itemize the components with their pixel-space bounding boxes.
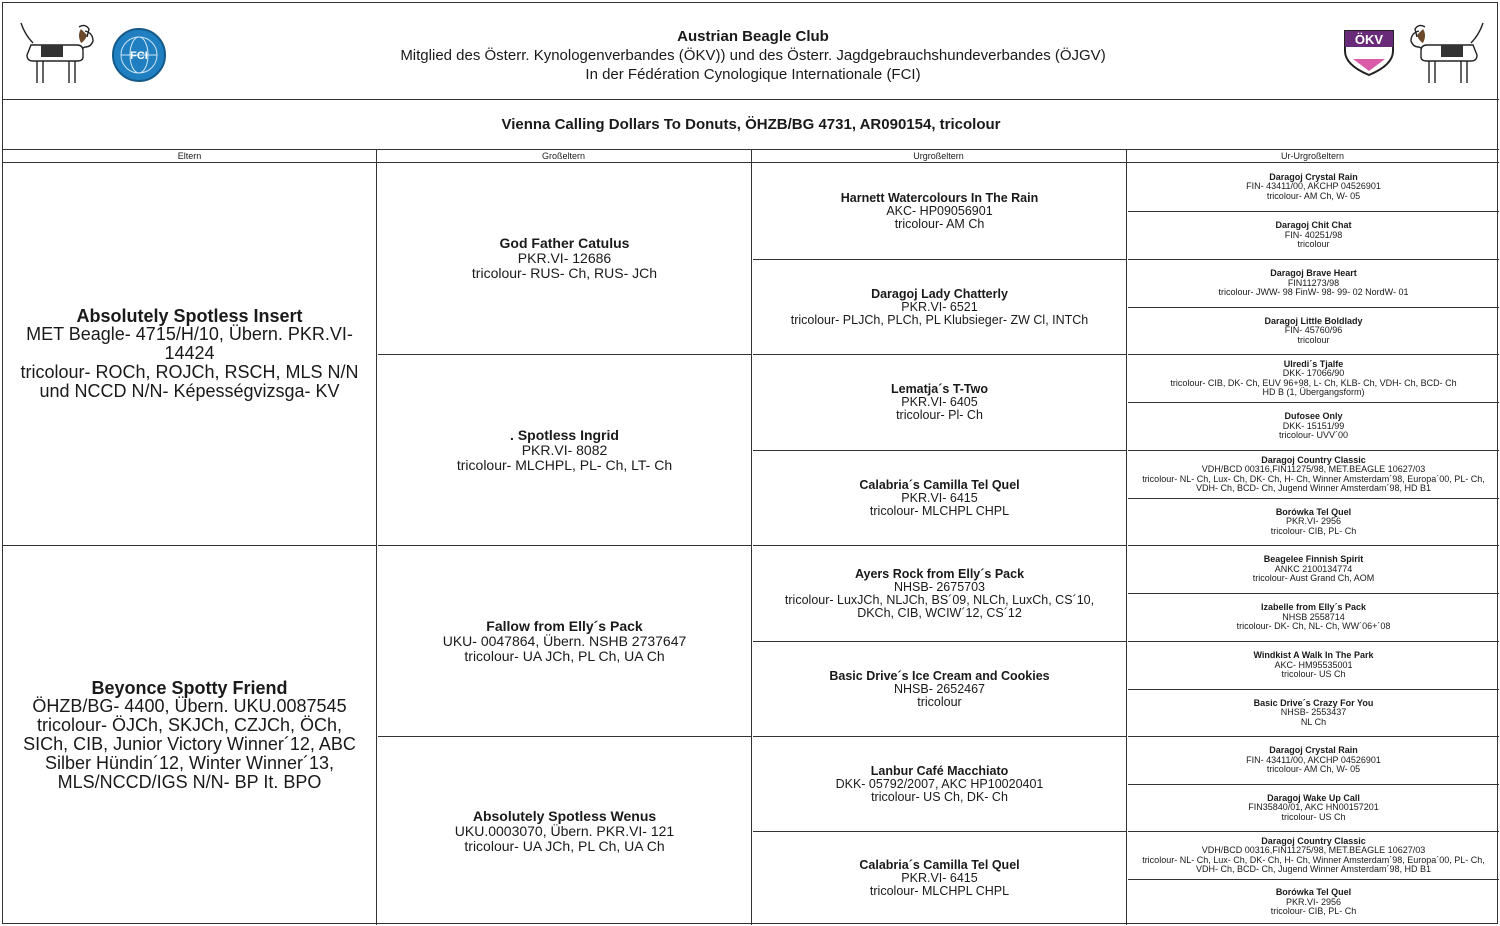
pedigree-dog-name: Daragoj Country Classic — [1261, 454, 1366, 465]
club-fci-line: In der Fédération Cynologique Internationale (FCI) — [585, 66, 921, 83]
pedigree-dog-name: Dufosee Only — [1284, 411, 1343, 422]
pedigree-dog-name: Daragoj Country Classic — [1261, 835, 1366, 846]
pedigree-detail-line: tricolour- CIB, DK- Ch, EUV 96+98, L- Ch, KLB- Ch, VDH- Ch, BCD- Ch — [1170, 377, 1457, 388]
pedigree-dog-name: Borówka Tel Quel — [1275, 506, 1352, 517]
pedigree-dog-name: Lanbur Café Macchiato — [870, 763, 1009, 778]
pedigree-detail-line: tricolour- Aust Grand Ch, AOM — [1252, 573, 1375, 584]
okv-logo — [1343, 29, 1395, 77]
grandparent-1 — [378, 163, 751, 354]
pedigree-dog-name: Calabria´s Camilla Tel Quel — [859, 477, 1020, 492]
pedigree-detail-line: PKR.VI- 12686 — [517, 250, 612, 266]
pedigree-detail-line: tricolour- CIB, PL- Ch — [1270, 525, 1357, 536]
pedigree-document — [2, 2, 1498, 924]
pedigree-detail-line: PKR.VI- 6415 — [901, 871, 978, 885]
great-grandparent-1 — [753, 163, 1126, 259]
column-header-ur-urgrosseltern: Ur-Urgroßeltern — [1126, 149, 1499, 163]
pedigree-detail-line: UKU- 0047864, Übern. NSHB 2737647 — [442, 632, 687, 649]
pedigree-detail-line: FIN35840/01, AKC HN00157201 — [1248, 802, 1379, 813]
column-divider — [376, 149, 377, 925]
pedigree-detail-line: VDH/BCD 00316,FIN11275/98, MET.BEAGLE 10627/03 — [1201, 464, 1426, 474]
pedigree-detail-line: FIN11273/98 — [1287, 277, 1340, 288]
pedigree-detail-line: DKK- 15151/99 — [1282, 420, 1345, 431]
pedigree-detail-line: FIN- 43411/00, AKCHP 04526901 — [1246, 754, 1381, 765]
great-great-grandparent-12 — [1128, 689, 1499, 736]
club-name: Austrian Beagle Club — [677, 28, 829, 45]
pedigree-detail-line: tricolour- ROCh, ROJCh, RSCH, MLS N/N — [20, 362, 359, 382]
pedigree-detail-line: tricolour- AM Ch — [894, 216, 985, 231]
pedigree-detail-line: tricolour- ÖJCh, SKJCh, CZJCh, ÖCh, — [36, 715, 343, 735]
pedigree-detail-line: ANKC 2100134774 — [1274, 563, 1353, 574]
great-great-grandparent-6 — [1128, 402, 1499, 450]
fci-logo — [111, 27, 167, 83]
pedigree-dog-name: Beyonce Spotty Friend — [91, 678, 288, 698]
pedigree-detail-line: VDH- Ch, BCD- Ch, Jugend Winner Amsterdam´98, HD B1 — [1195, 483, 1432, 493]
pedigree-detail-line: PKR.VI- 2956 — [1285, 516, 1342, 527]
pedigree-detail-line: tricolour — [1297, 239, 1330, 250]
column-divider — [751, 149, 752, 925]
pedigree-detail-line: tricolour- MLCHPL CHPL — [869, 503, 1010, 518]
pedigree-detail-line: und NCCD N/N- Képességvizsga- KV — [39, 381, 340, 401]
pedigree-detail-line: tricolour- JWW- 98 FinW- 98- 99- 02 NordW- 01 — [1218, 287, 1409, 298]
great-great-grandparent-5 — [1128, 354, 1499, 402]
pedigree-detail-line: PKR.VI- 6415 — [901, 490, 978, 505]
pedigree-dog-name: Ayers Rock from Elly´s Pack — [854, 566, 1025, 581]
great-great-grandparent-14 — [1128, 784, 1499, 831]
great-great-grandparent-9 — [1128, 545, 1499, 593]
pedigree-detail-line: tricolour- UA JCh, PL Ch, UA Ch — [464, 837, 665, 854]
pedigree-detail-line: NL Ch — [1300, 716, 1327, 727]
pedigree-dog-name: Izabelle from Elly´s Pack — [1260, 602, 1367, 613]
pedigree-dog-name: Basic Drive´s Ice Cream and Cookies — [829, 668, 1050, 683]
pedigree-detail-line: HD B (1, Übergangsform) — [1262, 387, 1365, 397]
pedigree-detail-line: ÖHZB/BG- 4400, Übern. UKU.0087545 — [32, 696, 347, 716]
pedigree-detail-line: DKK- 05792/2007, AKC HP10020401 — [835, 776, 1044, 791]
great-great-grandparent-13 — [1128, 736, 1499, 784]
pedigree-detail-line: tricolour- LuxJCh, NLJCh, BS´09, NLCh, LuxCh, CS´10, — [784, 592, 1095, 607]
pedigree-dog-name: Basic Drive´s Crazy For You — [1253, 697, 1374, 708]
pedigree-dog-name: Daragoj Wake Up Call — [1267, 792, 1360, 803]
pedigree-detail-line: PKR.VI- 6405 — [901, 395, 978, 409]
pedigree-detail-line: NHSB- 2652467 — [893, 681, 986, 696]
pedigree-detail-line: NHSB 2558714 — [1282, 611, 1345, 622]
pedigree-detail-line: SICh, CIB, Junior Victory Winner´12, ABC — [23, 734, 356, 754]
great-grandparent-5 — [753, 545, 1126, 641]
pedigree-detail-line: tricolour- US Ch — [1281, 811, 1346, 822]
grandparent-4 — [378, 736, 751, 925]
great-great-grandparent-8 — [1128, 498, 1499, 545]
pedigree-detail-line: tricolour- DK- Ch, NL- Ch, WW´06+´08 — [1236, 621, 1391, 632]
pedigree-detail-line: tricolour — [1297, 334, 1330, 345]
pedigree-detail-line: tricolour- PLJCh, PLCh, PL Klubsieger- ZW Cl, INTCh — [790, 312, 1089, 327]
pedigree-detail-line: tricolour- AM Ch, W- 05 — [1266, 764, 1361, 775]
okv-logo-text: ÖKV — [1354, 32, 1384, 47]
club-header-text — [333, 27, 1173, 84]
great-great-grandparent-7 — [1128, 450, 1499, 498]
beagle-illustration-right — [1407, 17, 1491, 89]
pedigree-dog-name: Daragoj Lady Chatterly — [871, 286, 1008, 301]
great-grandparent-8 — [753, 831, 1126, 925]
pedigree-dog-name: Windkist A Walk In The Park — [1253, 650, 1374, 661]
parent-sire — [3, 163, 376, 545]
pedigree-detail-line: FIN- 40251/98 — [1284, 229, 1343, 240]
column-divider — [1126, 149, 1127, 925]
pedigree-detail-line: FIN- 43411/00, AKCHP 04526901 — [1246, 181, 1381, 192]
pedigree-dog-name: Absolutely Spotless Insert — [76, 306, 303, 326]
great-great-grandparent-11 — [1128, 641, 1499, 689]
pedigree-detail-line: 14424 — [164, 343, 215, 363]
pedigree-dog-name: Daragoj Chit Chat — [1275, 220, 1352, 231]
pedigree-dog-name: Calabria´s Camilla Tel Quel — [859, 858, 1020, 872]
great-great-grandparent-1 — [1128, 163, 1499, 211]
great-great-grandparent-15 — [1128, 831, 1499, 879]
pedigree-detail-line: PKR.VI- 2956 — [1285, 896, 1342, 907]
pedigree-detail-line: tricolour- MLCHPL, PL- Ch, LT- Ch — [456, 456, 673, 473]
pedigree-detail-line: AKC- HM95535001 — [1274, 659, 1353, 670]
pedigree-dog-name: Daragoj Crystal Rain — [1269, 171, 1358, 182]
grandparent-3 — [378, 545, 751, 736]
pedigree-detail-line: NHSB- 2675703 — [893, 579, 986, 594]
pedigree-detail-line: FIN- 45760/96 — [1284, 325, 1343, 336]
pedigree-dog-name: Fallow from Elly´s Pack — [486, 617, 643, 634]
pedigree-dog-name: Daragoj Brave Heart — [1270, 268, 1357, 279]
column-header-urgrosseltern: Urgroßeltern — [751, 149, 1126, 163]
pedigree-dog-name: Daragoj Little Boldlady — [1264, 315, 1363, 326]
pedigree-detail-line: tricolour- NL- Ch, Lux- Ch, DK- Ch, H- Ch, Winner Amsterdam´98, Europa´00, PL- Ch, — [1142, 854, 1485, 865]
pedigree-detail-line: DKCh, CIB, WCIW´12, CS´12 — [857, 605, 1022, 620]
pedigree-detail-line: PKR.VI- 6521 — [901, 299, 978, 314]
pedigree-detail-line: Silber Hündin´12, Winter Winner´13, — [44, 753, 335, 773]
pedigree-detail-line: VDH/BCD 00316,FIN11275/98, MET.BEAGLE 10627/03 — [1201, 845, 1426, 855]
parent-dam — [3, 545, 376, 925]
pedigree-detail-line: PKR.VI- 8082 — [521, 441, 608, 458]
great-grandparent-4 — [753, 450, 1126, 545]
pedigree-detail-line: MLS/NCCD/IGS N/N- BP It. BPO — [57, 772, 322, 792]
pedigree-detail-line: tricolour- AM Ch, W- 05 — [1266, 190, 1361, 201]
great-great-grandparent-4 — [1128, 307, 1499, 354]
pedigree-dog-name: Daragoj Crystal Rain — [1269, 745, 1358, 756]
great-great-grandparent-16 — [1128, 879, 1499, 925]
letterhead — [3, 3, 1499, 100]
pedigree-dog-name: Harnett Watercolours In The Rain — [840, 190, 1039, 205]
pedigree-detail-line: MET Beagle- 4715/H/10, Übern. PKR.VI- — [26, 324, 353, 344]
great-grandparent-3 — [753, 354, 1126, 450]
pedigree-detail-line: tricolour- US Ch — [1281, 669, 1346, 680]
pedigree-detail-line: tricolour- Pl- Ch — [896, 408, 983, 422]
pedigree-dog-name: Borówka Tel Quel — [1275, 887, 1352, 898]
pedigree-dog-name: . Spotless Ingrid — [510, 426, 619, 443]
pedigree-dog-name: Lematja´s T-Two — [890, 382, 988, 396]
dog-title: Vienna Calling Dollars To Donuts, ÖHZB/BG 4731, AR090154, tricolour — [3, 99, 1499, 150]
pedigree-dog-name: Beagelee Finnish Spirit — [1263, 554, 1364, 565]
column-header-grosseltern: Großeltern — [376, 149, 751, 163]
great-great-grandparent-3 — [1128, 259, 1499, 307]
pedigree-detail-line: tricolour- NL- Ch, Lux- Ch, DK- Ch, H- Ch, Winner Amsterdam´98, Europa´00, PL- Ch, — [1142, 473, 1485, 484]
great-grandparent-7 — [753, 736, 1126, 831]
pedigree-dog-name: Ulredi´s Tjalfe — [1283, 358, 1344, 369]
column-header-eltern: Eltern — [3, 149, 376, 163]
pedigree-detail-line: NHSB- 2553437 — [1280, 707, 1347, 718]
pedigree-dog-name: God Father Catulus — [499, 235, 630, 251]
pedigree-detail-line: tricolour- UA JCh, PL Ch, UA Ch — [464, 647, 665, 664]
great-grandparent-2 — [753, 259, 1126, 354]
pedigree-dog-name: Absolutely Spotless Wenus — [472, 807, 657, 824]
pedigree-detail-line: tricolour- MLCHPL CHPL — [869, 884, 1010, 898]
great-great-grandparent-10 — [1128, 593, 1499, 641]
pedigree-detail-line: DKK- 17066/90 — [1282, 368, 1345, 378]
pedigree-detail-line: tricolour- CIB, PL- Ch — [1270, 906, 1357, 917]
fci-logo-text: FCI — [130, 50, 148, 62]
pedigree-detail-line: tricolour- UVV´00 — [1278, 430, 1349, 441]
pedigree-detail-line: AKC- HP09056901 — [886, 203, 993, 218]
pedigree-detail-line: tricolour- US Ch, DK- Ch — [871, 789, 1008, 804]
beagle-illustration-left — [13, 17, 97, 89]
great-grandparent-6 — [753, 641, 1126, 736]
grandparent-2 — [378, 354, 751, 545]
pedigree-detail-line: tricolour — [917, 694, 962, 709]
pedigree-detail-line: VDH- Ch, BCD- Ch, Jugend Winner Amsterdam´98, HD B1 — [1195, 864, 1432, 874]
pedigree-detail-line: tricolour- RUS- Ch, RUS- JCh — [471, 265, 658, 281]
great-great-grandparent-2 — [1128, 211, 1499, 259]
pedigree-detail-line: UKU.0003070, Übern. PKR.VI- 121 — [454, 822, 675, 839]
club-membership-line: Mitglied des Österr. Kynologenverbandes (ÖKV)) und des Österr. Jagdgebrauchshundeverbandes (ÖJGV) — [400, 47, 1106, 64]
